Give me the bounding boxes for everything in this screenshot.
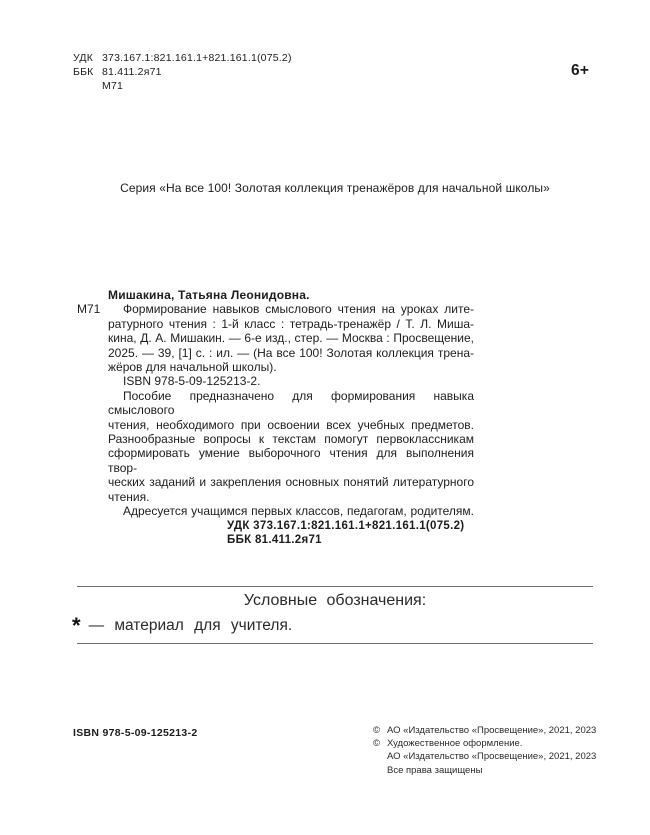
bbk-value: 81.411.2я71: [102, 66, 162, 78]
annotation-line: ческих заданий и закрепления основных понятий литературного: [108, 475, 474, 490]
copyright-spacer: [373, 764, 387, 777]
copyright-row: [373, 724, 596, 737]
bibliographic-description: [108, 302, 474, 374]
description-line: жёров для начальной школы).: [108, 360, 277, 375]
udk-bold-line: УДК 373.167.1:821.161.1+821.161.1(075.2): [227, 519, 465, 532]
udk-label: УДК: [73, 52, 94, 64]
asterisk-symbol: *: [72, 613, 81, 638]
annotation-line: чтения, необходимого при освоении всех учебных предметов.: [108, 417, 474, 432]
copyright-block: [373, 724, 596, 777]
copyright-icon: ©: [373, 738, 380, 750]
legend-text: — материал для учителя.: [88, 617, 293, 634]
series-line: Серия «На все 100! Золотая коллекция тренажёров для начальной школы»: [120, 181, 550, 195]
udk-code-row: [73, 51, 292, 65]
classification-codes-bold: [227, 519, 474, 548]
footer-isbn: ISBN 978-5-09-125213-2: [73, 727, 198, 739]
description-line: Формирование навыков смыслового чтения на уроках лите-: [123, 302, 474, 317]
copyright-text: АО «Издательство «Просвещение», 2021, 2023: [387, 751, 597, 763]
author-name: Мишакина, Татьяна Леонидовна.: [108, 288, 310, 302]
description-line: 2025. — 39, [1] с. : ил. — (На все 100! Золотая коллекция трена-: [108, 345, 474, 360]
audience-line: Адресуется учащимся первых классов, педагогам, родителям.: [123, 504, 474, 519]
bbk-label: ББК: [73, 66, 94, 78]
bbk-code-row: [73, 65, 292, 79]
udk-value: 373.167.1:821.161.1+821.161.1(075.2): [102, 52, 292, 64]
annotation-line: чтения.: [108, 489, 150, 504]
copyright-spacer: [373, 750, 387, 763]
legend-divider-bottom: [77, 643, 593, 644]
catalog-card: [77, 288, 474, 547]
legend-divider-top: [77, 586, 593, 587]
classification-codes: [73, 51, 292, 93]
legend-title: Условные обозначения:: [243, 592, 427, 609]
isbn-line: ISBN 978-5-09-125213-2.: [123, 374, 261, 389]
annotation-line: Разнообразные вопросы к текстам помогут первоклассникам: [108, 432, 474, 447]
copyright-row: [373, 750, 596, 763]
copyright-row: [373, 737, 596, 750]
description-line: кина, Д. А. Мишакин. — 6-е изд., стер. — Москва : Просвещение,: [108, 331, 474, 346]
annotation-line: Пособие предназначено для формирования навыка смыслового: [108, 388, 474, 418]
author-sign-row: [73, 79, 292, 93]
bbk-bold-line: ББК 81.411.2я71: [227, 533, 322, 546]
legend-entry: [72, 613, 292, 639]
description-line: ратурного чтения : 1-й класс : тетрадь-тренажёр / Т. Л. Миша-: [108, 316, 474, 331]
copyright-row: [373, 764, 596, 777]
author-sign-code: М71: [102, 80, 124, 92]
annotation: [108, 389, 474, 504]
copyright-text: Художественное оформление.: [387, 738, 523, 750]
age-rating-badge: 6+: [571, 62, 590, 79]
copyright-text: АО «Издательство «Просвещение», 2021, 2023: [387, 725, 597, 736]
copyright-icon: ©: [373, 725, 380, 736]
annotation-line: сформировать умение выборочного чтения для выполнения твор-: [108, 446, 474, 475]
copyright-text: Все права защищены: [387, 764, 483, 776]
card-author-sign: М71: [77, 302, 101, 317]
